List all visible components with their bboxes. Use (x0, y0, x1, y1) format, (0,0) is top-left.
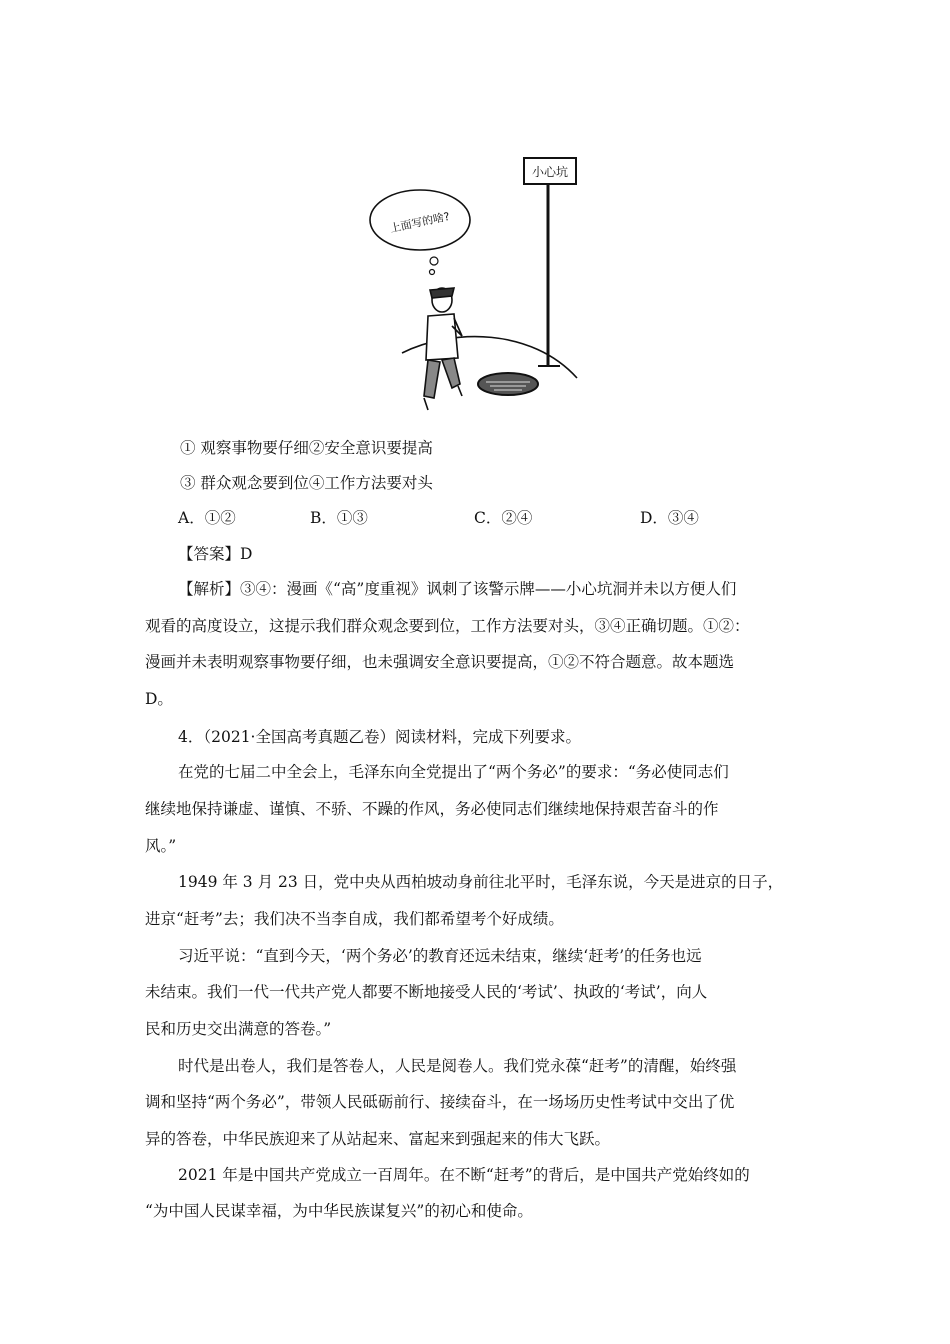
person-figure (424, 288, 462, 410)
sign-text: 小心坑 (531, 165, 569, 179)
answer-line: 【答案】D (178, 545, 253, 563)
q4-p2-line-1: 1949 年 3 月 23 日，党中央从西柏坡动身前往北平时，毛泽东说，今天是进京的日子， (178, 873, 784, 891)
question-4-header: 4．（2021·全国高考真题乙卷）阅读材料，完成下列要求。 (178, 728, 581, 746)
cartoon-illustration (362, 148, 598, 420)
statement-2: ③ 群众观念要到位④工作方法要对头 (180, 474, 433, 492)
q4-p1-line-3: 风。” (145, 837, 177, 855)
analysis-line-2: 观看的高度设立，这提示我们群众观念要到位，工作方法要对头，③④正确切题。①②： (145, 617, 750, 635)
q4-p2-line-2: 进京“赶考”去；我们决不当李自成，我们都希望考个好成绩。 (145, 910, 564, 928)
option-a: A．①② (178, 509, 236, 527)
analysis-line-1: 【解析】③④：漫画《“高”度重视》讽刺了该警示牌——小心坑洞并未以方便人们 (178, 580, 737, 598)
q4-p4-line-2: 调和坚持“两个务必”，带领人民砥砺前行、接续奋斗，在一场场历史性考试中交出了优 (145, 1093, 735, 1111)
option-c: C．②④ (474, 509, 533, 527)
pit-hole (478, 373, 538, 395)
option-b: B．①③ (310, 509, 368, 527)
bubble-text: 上面写的啥? (388, 209, 452, 236)
q4-p1-line-1: 在党的七届二中全会上，毛泽东向全党提出了“两个务必”的要求：“务必使同志们 (178, 763, 729, 781)
statement-1: ① 观察事物要仔细②安全意识要提高 (180, 439, 433, 457)
option-d: D．③④ (640, 509, 699, 527)
q4-p3-line-3: 民和历史交出满意的答卷。” (145, 1020, 332, 1038)
analysis-line-3: 漫画并未表明观察事物要仔细，也未强调安全意识要提高，①②不符合题意。故本题选 (145, 653, 735, 671)
analysis-line-4: D。 (145, 690, 173, 708)
q4-p3-line-2: 未结束。我们一代一代共产党人都要不断地接受人民的‘考试’、执政的‘考试’，向人 (145, 983, 708, 1001)
q4-p5-line-2: “为中国人民谋幸福，为中华民族谋复兴”的初心和使命。 (145, 1202, 533, 1220)
q4-p3-line-1: 习近平说：“直到今天，‘两个务必’的教育还远未结束，继续‘赶考’的任务也远 (178, 947, 702, 965)
q4-p5-line-1: 2021 年是中国共产党成立一百周年。在不断“赶考”的背后，是中国共产党始终如的 (178, 1166, 750, 1184)
q4-p4-line-1: 时代是出卷人，我们是答卷人，人民是阅卷人。我们党永葆“赶考”的清醒，始终强 (178, 1057, 737, 1075)
q4-p4-line-3: 异的答卷，中华民族迎来了从站起来、富起来到强起来的伟大飞跃。 (145, 1130, 611, 1148)
q4-p1-line-2: 继续地保持谦虚、谨慎、不骄、不躁的作风，务必使同志们继续地保持艰苦奋斗的作 (145, 800, 719, 818)
